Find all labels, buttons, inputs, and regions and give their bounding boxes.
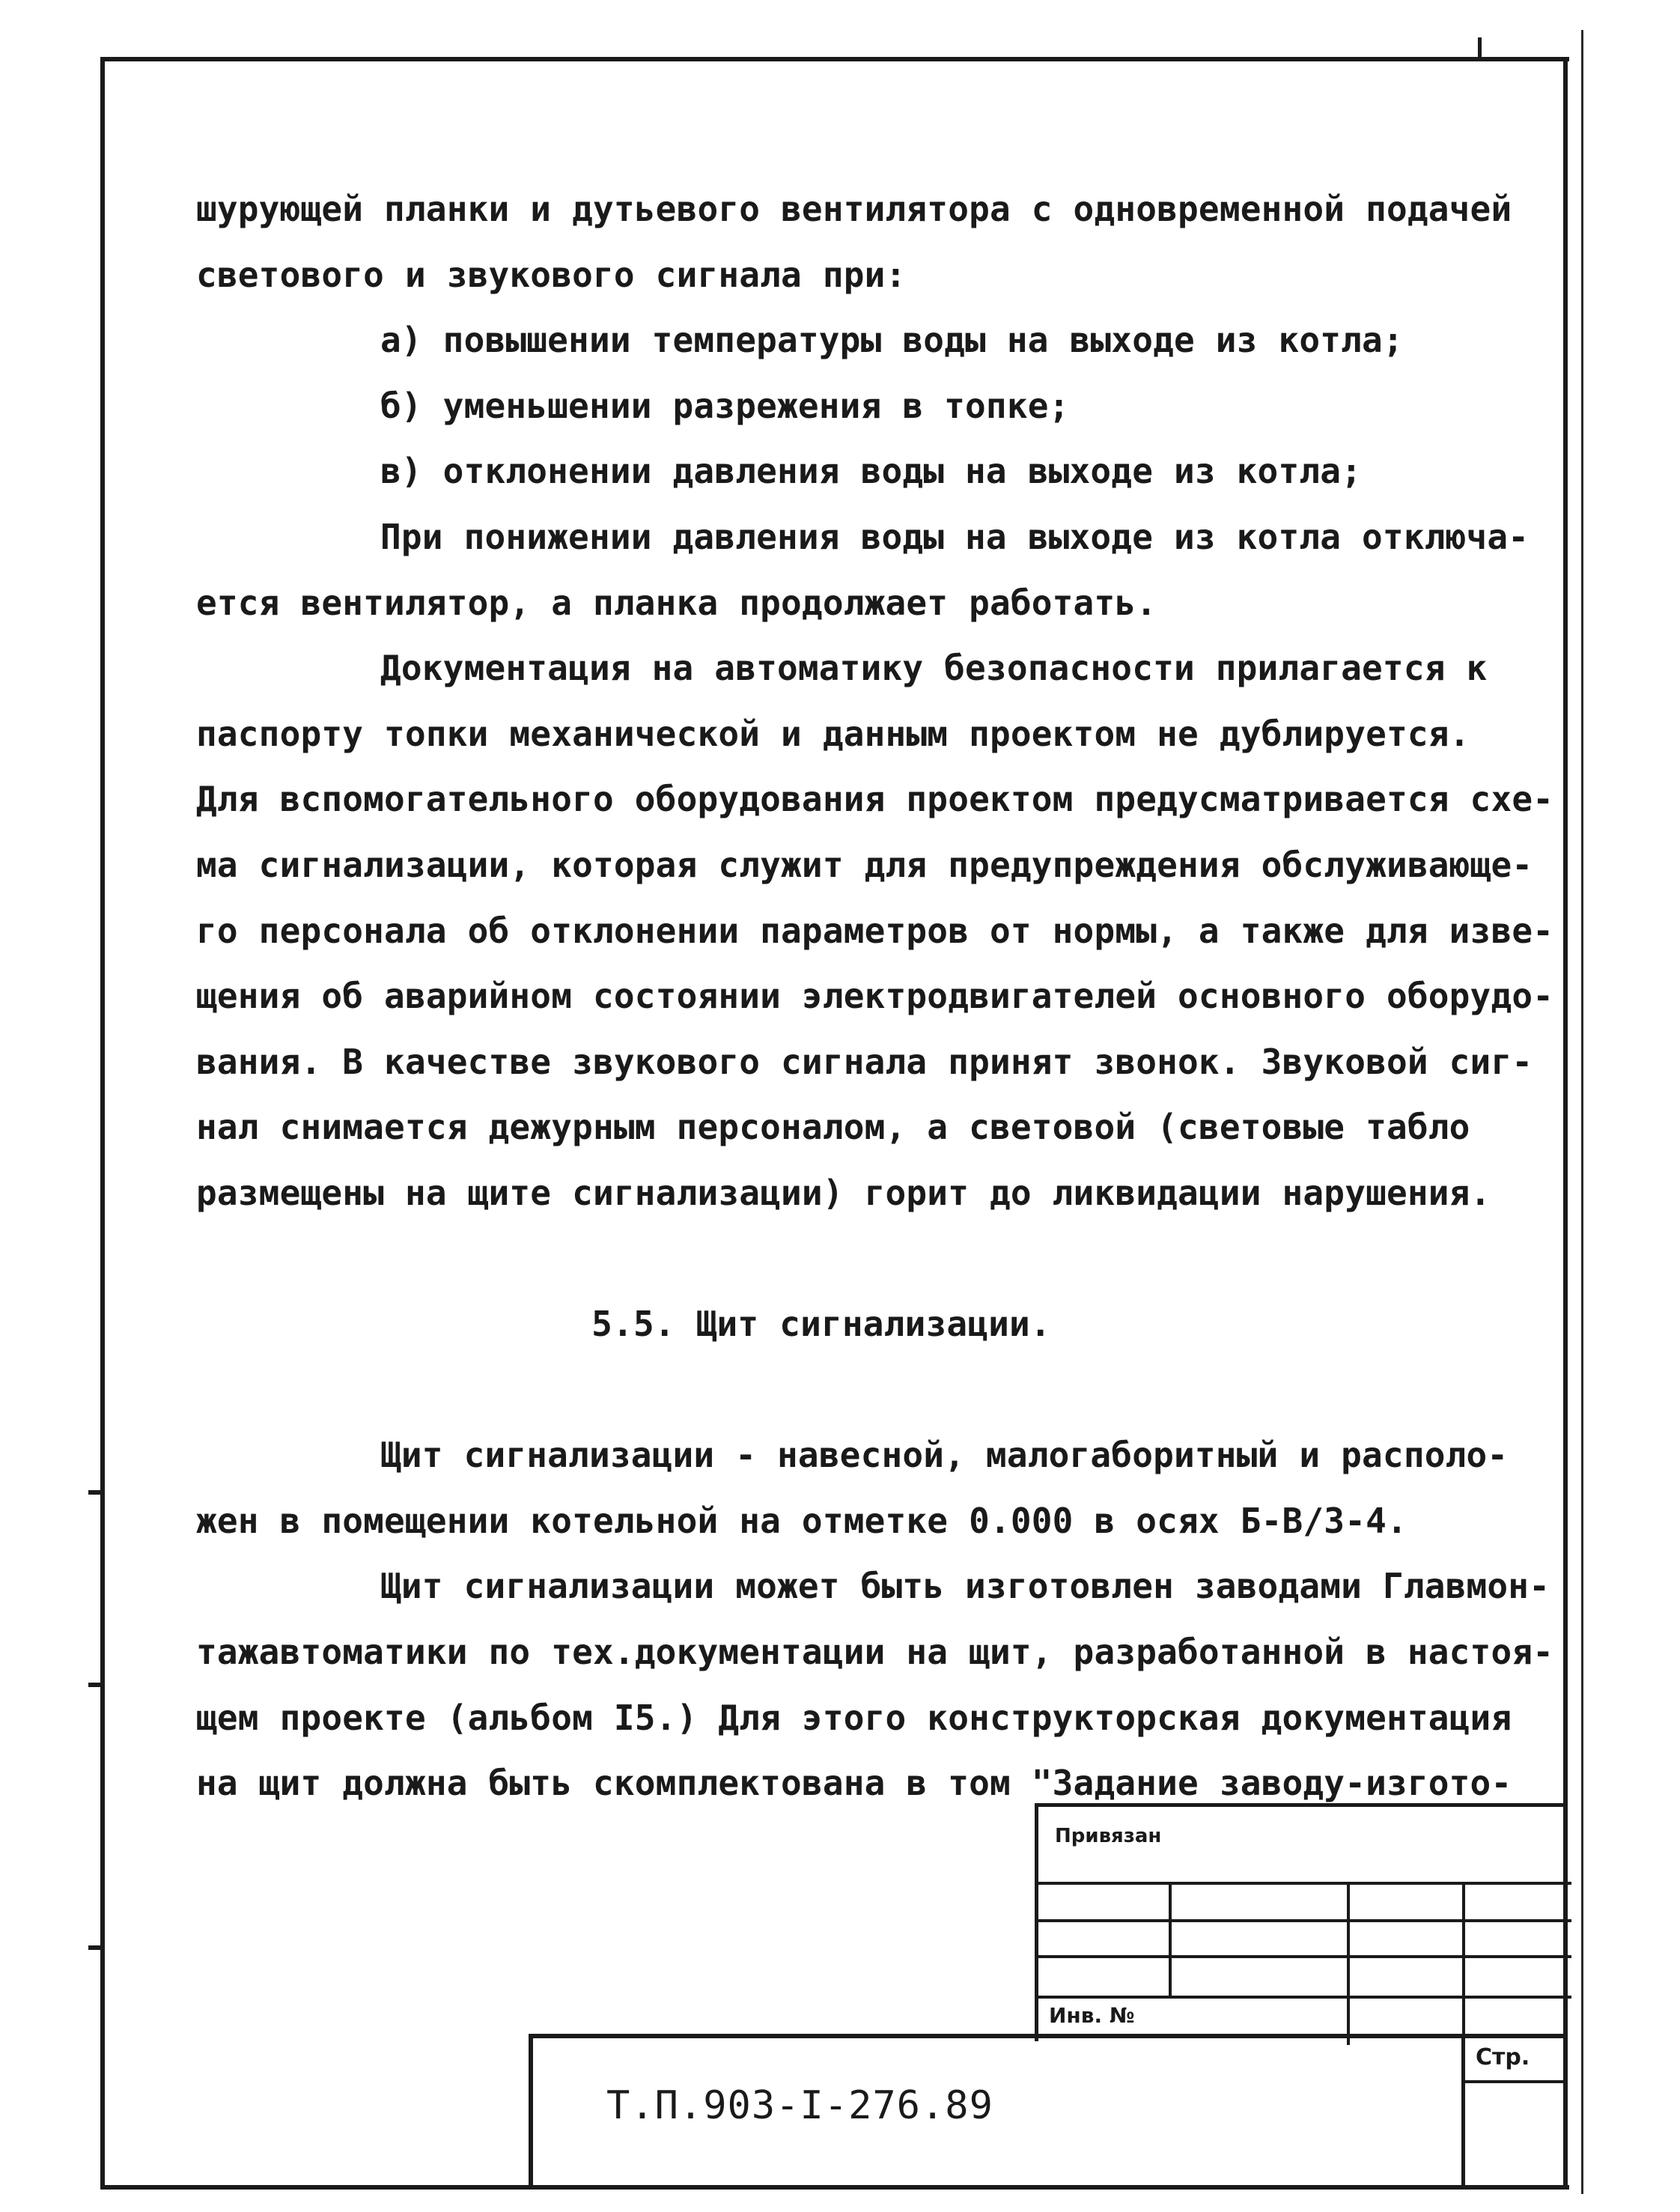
stamp-divider xyxy=(1038,1996,1571,1999)
approval-stamp xyxy=(1035,1803,1568,2041)
page-box-divider xyxy=(1465,2080,1568,2083)
text-line: тажавтоматики по тех.документации на щит, разработанной в настоя- xyxy=(196,1632,1554,1673)
title-block xyxy=(529,2034,1568,2190)
text-line: б) уменьшении разрежения в топке; xyxy=(380,385,1070,426)
document-code: Т.П.903-I-276.89 xyxy=(606,2083,993,2128)
blank-line xyxy=(196,1227,1551,1292)
stamp-divider xyxy=(1038,1919,1571,1922)
binding-tick-mark xyxy=(88,1945,102,1950)
text-line: Для вспомогательного оборудования проектом предусматривается схе- xyxy=(196,779,1554,820)
text-line: шурующей планки и дутьевого вентилятора с одновременной подачей xyxy=(196,189,1512,229)
text-line: ма сигнализации, которая служит для предупреждения обслуживающе- xyxy=(196,844,1533,885)
binding-tick-mark xyxy=(88,1490,102,1495)
top-tick-mark xyxy=(1478,37,1482,60)
page-number-box xyxy=(1461,2038,1568,2190)
blank-line xyxy=(196,1358,1551,1423)
stamp-column-divider xyxy=(1169,1882,1172,1996)
frame-trim-line xyxy=(1581,30,1583,2194)
stamp-divider xyxy=(1038,1955,1571,1958)
text-line: а) повышении температуры воды на выходе из котла; xyxy=(380,320,1404,361)
text-line: на щит должна быть скомплектована в том "Задание заводу-изгото- xyxy=(196,1763,1512,1804)
privyazan-label: Привязан xyxy=(1055,1825,1162,1847)
text-line: Щит сигнализации - навесной, малогаборитный и располо- xyxy=(380,1435,1509,1476)
text-line: щем проекте (альбом I5.) Для этого конструкторская документация xyxy=(196,1697,1512,1738)
text-line: щения об аварийном состоянии электродвигателей основного оборудо- xyxy=(196,976,1554,1017)
text-line: го персонала об отклонении параметров от нормы, а также для изве- xyxy=(196,910,1554,951)
text-line: нал снимается дежурным персоналом, а световой (световые табло xyxy=(196,1107,1470,1148)
text-line: вания. В качестве звукового сигнала принят звонок. Звуковой сиг- xyxy=(196,1041,1533,1082)
inventory-number-label: Инв. № xyxy=(1049,2003,1135,2028)
stamp-divider xyxy=(1038,1882,1571,1885)
stamp-column-divider xyxy=(1462,1882,1465,2045)
page-label: Стр. xyxy=(1476,2044,1530,2070)
text-line: жен в помещении котельной на отметке 0.000 в осях Б-В/3-4. xyxy=(196,1500,1407,1541)
text-line: светового и звукового сигнала при: xyxy=(196,254,907,295)
text-line: в) отклонении давления воды на выходе из котла; xyxy=(380,451,1363,492)
text-line: ется вентилятор, а планка продолжает работать. xyxy=(196,582,1157,623)
text-line: Щит сигнализации может быть изготовлен заводами Главмон- xyxy=(380,1566,1550,1607)
stamp-column-divider xyxy=(1347,1882,1350,2045)
text-line: При понижении давления воды на выходе из котла отключа- xyxy=(380,516,1530,557)
text-line: Документация на автоматику безопасности прилагается к xyxy=(380,648,1488,689)
section-heading: 5.5. Щит сигнализации. xyxy=(591,1304,1051,1345)
text-line: паспорту топки механической и данным проектом не дублируется. xyxy=(196,713,1470,754)
text-line: размещены на щите сигнализации) горит до ликвидации нарушения. xyxy=(196,1172,1491,1213)
document-body xyxy=(196,177,1554,1817)
binding-tick-mark xyxy=(88,1683,102,1687)
